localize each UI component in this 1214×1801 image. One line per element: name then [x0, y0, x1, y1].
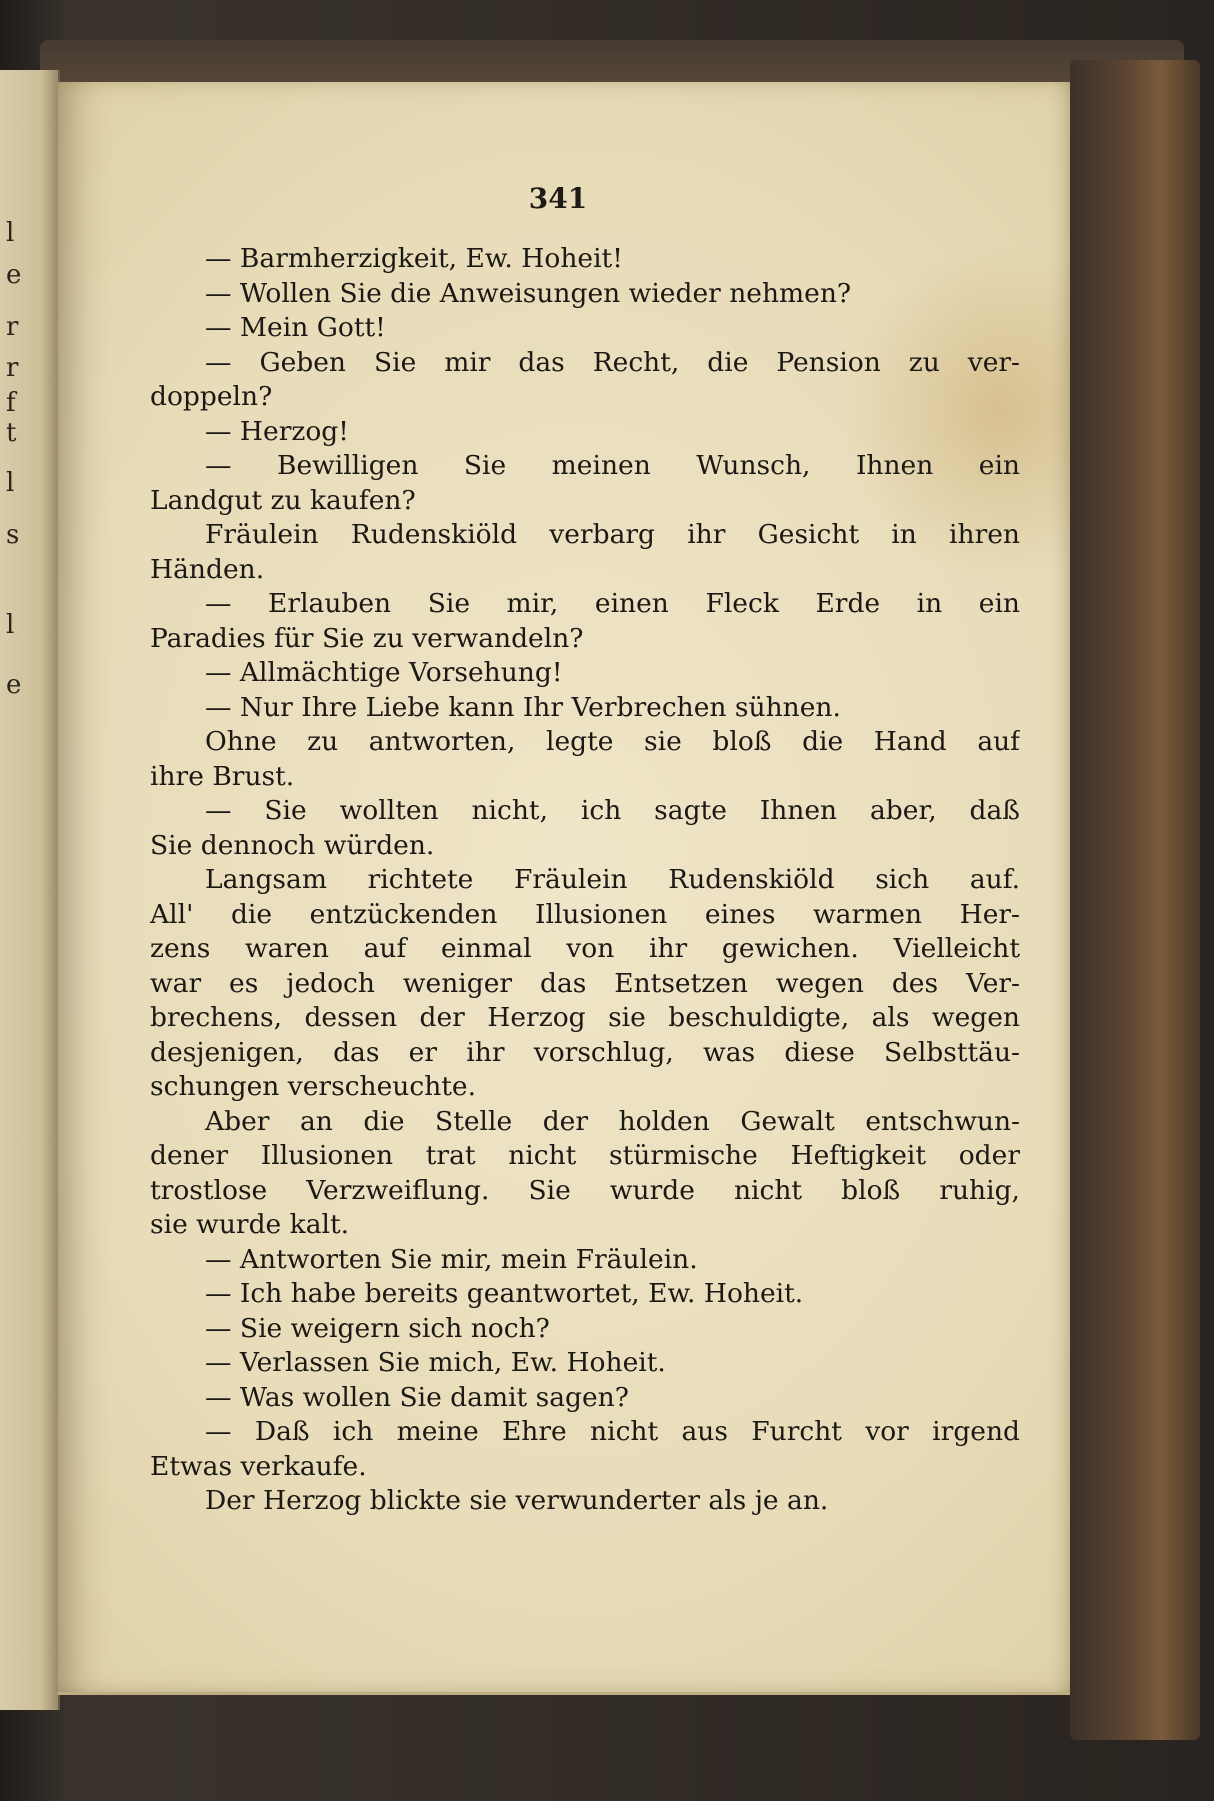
- left-page-fragment: e: [6, 260, 22, 290]
- book-cover-right-edge: [1070, 60, 1200, 1740]
- left-page-fragment: r: [6, 312, 19, 342]
- text-line: ihre Brust.: [150, 760, 295, 792]
- text-line: — Mein Gott!: [205, 312, 386, 343]
- page-number: 341: [528, 182, 588, 215]
- text-line: brechens, dessen der Herzog sie beschuldigte, als wegen: [150, 1002, 1020, 1033]
- left-facing-page: [0, 70, 60, 1710]
- text-line: Der Herzog blickte sie verwunderter als je an.: [205, 1485, 829, 1516]
- text-line: — Allmächtige Vorsehung!: [205, 657, 563, 688]
- text-line: — Ich habe bereits geantwortet, Ew. Hoheit.: [205, 1278, 804, 1309]
- text-line: Händen.: [150, 553, 265, 585]
- text-line: — Herzog!: [205, 415, 349, 447]
- text-line: — Nur Ihre Liebe kann Ihr Verbrechen sühnen.: [205, 691, 841, 723]
- text-line: trostlose Verzweiflung. Sie wurde nicht bloß ruhig,: [150, 1174, 1020, 1206]
- left-page-fragment: t: [6, 418, 17, 448]
- text-line: Etwas verkaufe.: [150, 1450, 367, 1482]
- text-line: war es jedoch weniger das Entsetzen wegen des Ver-: [150, 967, 1020, 999]
- text-line: desjenigen, das er ihr vorschlug, was diese Selbsttäu-: [150, 1036, 1020, 1068]
- left-page-fragment: r: [6, 353, 19, 383]
- left-page-fragment: e: [6, 670, 22, 700]
- text-line: — Daß ich meine Ehre nicht aus Furcht vor irgend: [205, 1416, 1020, 1447]
- text-line: — Wollen Sie die Anweisungen wieder nehmen?: [205, 277, 852, 309]
- text-line: Langsam richtete Fräulein Rudenskiöld sich auf.: [205, 864, 1020, 895]
- text-line: Aber an die Stelle der holden Gewalt entschwun-: [205, 1105, 1020, 1137]
- text-line: — Antworten Sie mir, mein Fräulein.: [205, 1243, 698, 1275]
- left-page-fragment: l: [6, 468, 15, 498]
- left-page-fragment: l: [6, 610, 15, 640]
- text-line: Landgut zu kaufen?: [150, 484, 416, 516]
- text-line: zens waren auf einmal von ihr gewichen. Vielleicht: [150, 933, 1020, 964]
- text-line: — Bewilligen Sie meinen Wunsch, Ihnen ein: [205, 450, 1020, 481]
- text-line: — Geben Sie mir das Recht, die Pension zu ver-: [205, 346, 1020, 378]
- text-line: sie wurde kalt.: [150, 1209, 350, 1240]
- left-page-fragment: f: [6, 388, 16, 418]
- text-line: — Sie weigern sich noch?: [205, 1312, 550, 1344]
- text-line: Sie dennoch würden.: [150, 829, 435, 861]
- text-line: dener Illusionen trat nicht stürmische Heftigkeit oder: [150, 1140, 1020, 1171]
- book-page: [58, 82, 1070, 1695]
- text-line: doppeln?: [150, 381, 273, 412]
- left-page-fragment: l: [6, 218, 15, 248]
- text-line: Paradies für Sie zu verwandeln?: [150, 622, 584, 654]
- text-line: Fräulein Rudenskiöld verbarg ihr Gesicht in ihren: [205, 519, 1020, 550]
- text-line: — Verlassen Sie mich, Ew. Hoheit.: [205, 1347, 666, 1378]
- text-line: All' die entzückenden Illusionen eines warmen Her-: [150, 898, 1020, 930]
- text-line: — Was wollen Sie damit sagen?: [205, 1381, 629, 1413]
- text-line: — Erlauben Sie mir, einen Fleck Erde in ein: [205, 588, 1020, 619]
- page-text: [150, 242, 1020, 1519]
- text-line: schungen verscheuchte.: [150, 1071, 477, 1102]
- text-line: Ohne zu antworten, legte sie bloß die Hand auf: [205, 726, 1020, 757]
- text-line: — Sie wollten nicht, ich sagte Ihnen aber, daß: [205, 795, 1020, 826]
- text-line: — Barmherzigkeit, Ew. Hoheit!: [205, 243, 623, 274]
- left-page-fragment: s: [6, 520, 20, 550]
